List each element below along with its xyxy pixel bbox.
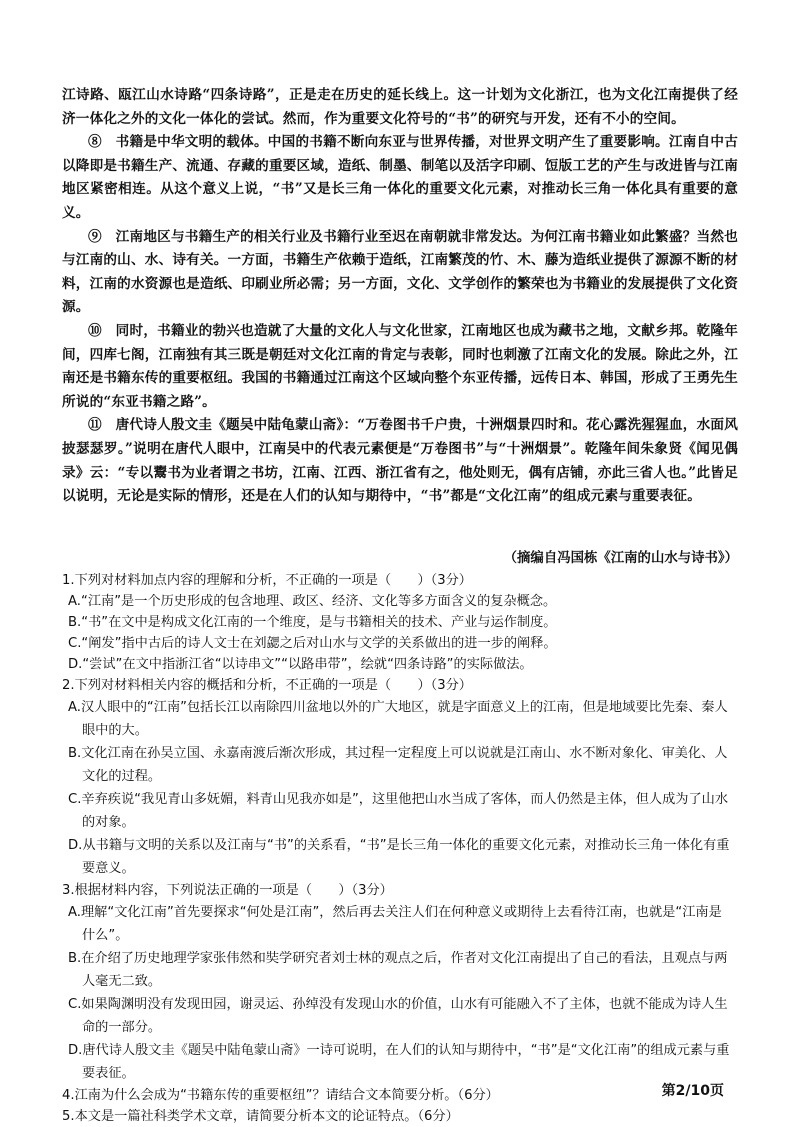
question-option: C.辛弃疾说“我见青山多妩媚，料青山见我亦如是”，这里他把山水当成了客体，而人仍然是主体，但人成为了山水的对象。 (68, 792, 729, 830)
question-stem: 3.根据材料内容，下列说法正确的一项是（ ）（3分） (62, 883, 393, 898)
question-option: A.“江南”是一个历史形成的包含地理、政区、经济、文化等多方面含义的复杂概念。 (68, 594, 557, 609)
article-source: （摘编自冯国栋《江南的山水与诗书》） (503, 551, 738, 566)
question-option: C.如果陶渊明没有发现田园，谢灵运、孙绰没有发现山水的价值，山水有可能融入不了主体，也就不能成为诗人生命的一部分。 (68, 997, 728, 1035)
question-stem: 1.下列对材料加点内容的理解和分析，不正确的一项是（ ）（3分） (62, 573, 472, 588)
question-option: A.理解“文化江南”首先要探求“何处是江南”，然后再去关注人们在何种意义或期待上去看待江南，也就是“江南是什么”。 (68, 905, 722, 943)
question-stem: 2.下列对材料相关内容的概括和分析，不正确的一项是（ ）（3分） (62, 678, 472, 693)
article-paragraph: ⑪ 唐代诗人殷文圭《题吴中陆龟蒙山斋》：“万卷图书千户贵，十洲烟景四时和。花心露洗猩猩血，水面风披瑟瑟罗。”说明在唐代人眼中，江南吴中的代表元素便是“万卷图书”与“十洲烟景”。乾隆年间朱象贤《闻见偶录》云：“专以鬻书为业者谓之书坊，江南、江西、浙江省有之，他处则无，偶有店铺，亦此三省人也。”此皆足以说明，无论是实际的情形，还是在人们的认知与期待中，“书”都是“文化江南”的组成元素与重要表征。 (62, 417, 738, 505)
question-option: C.“阐发”指中古后的诗人文士在刘勰之后对山水与文学的关系做出的进一步的阐释。 (68, 636, 557, 651)
article-paragraph: ⑩ 同时，书籍业的勃兴也造就了大量的文化人与文化世家，江南地区也成为藏书之地，文献乡邦。乾隆年间，四库七阁，江南独有其三既是朝廷对文化江南的肯定与表彰，同时也刺激了江南文化的发展。除此之外，江南还是书籍东传的重要枢纽。我国的书籍通过江南这个区域向整个东亚传播，远传日本、韩国，形成了王勇先生所说的“东亚书籍之路”。 (62, 322, 738, 410)
article-body (0, 84, 794, 509)
question-option: D.从书籍与文明的关系以及江南与“书”的关系看，“书”是长三角一体化的重要文化元素，对推动长三角一体化有重要意义。 (68, 838, 730, 876)
question-stem: 4.江南为什么会成为“书籍东传的重要枢纽”？请结合文本简要分析。（6分） (62, 1088, 499, 1103)
question-option: B.文化江南在孙吴立国、永嘉南渡后渐次形成，其过程一定程度上可以说就是江南山、水不断对象化、审美化、人文化的过程。 (68, 746, 728, 784)
page-number: 第2/10页 (661, 1083, 724, 1099)
question-list (0, 570, 794, 1127)
question-option: B.在介绍了历史地理学家张伟然和奘学研究者刘士林的观点之后，作者对文化江南提出了自己的看法，且观点与两人毫无二致。 (68, 951, 728, 989)
question-option: A.汉人眼中的“江南”包括长江以南除四川盆地以外的广大地区，就是字面意义上的江南，但是地域要比先秦、秦人眼中的大。 (68, 700, 728, 738)
article-paragraph: ⑨ 江南地区与书籍生产的相关行业及书籍行业至迟在南朝就非常发达。为何江南书籍业如此繁盛？当然也与江南的山、水、诗有关。一方面，书籍生产依赖于造纸，江南繁茂的竹、木、藤为造纸业提供了源源不断的材料，江南的水资源也是造纸、印刷业所必需；另一方面，文化、文学创作的繁荣也为书籍业的发展提供了文化资源。 (62, 228, 738, 316)
question-option: B.“书”在文中是构成文化江南的一个维度，是与书籍相关的技术、产业与运作制度。 (68, 615, 557, 630)
article-paragraph: ⑧ 书籍是中华文明的载体。中国的书籍不断向东亚与世界传播，对世界文明产生了重要影响。江南自中古以降即是书籍生产、流通、存藏的重要区域，造纸、制墨、制笔以及活字印刷、饾版工艺的产生与改进皆与江南地区紧密相连。从这个意义上说，“书”又是长三角一体化的重要文化元素，对推动长三角一体化具有重要的意义。 (62, 134, 738, 221)
question-stem: 5.本文是一篇社科类学术文章，请简要分析本文的论证特点。（6分） (62, 1109, 459, 1124)
question-option: D.唐代诗人殷文圭《题吴中陆龟蒙山斋》一诗可说明，在人们的认知与期待中，“书”是“文化江南”的组成元素与重要表征。 (68, 1043, 730, 1081)
article-paragraph: 江诗路、瓯江山水诗路“四条诗路”，正是走在历史的延长线上。这一计划为文化浙江，也为文化江南提供了经济一体化之外的文化一体化的尝试。然而，作为重要文化符号的“书”的研究与开发，还有不小的空间。 (62, 87, 738, 127)
question-option: D.“尝试”在文中指浙江省“以诗串文”“以路串带”，绘就“四条诗路”的实际做法。 (68, 657, 533, 672)
